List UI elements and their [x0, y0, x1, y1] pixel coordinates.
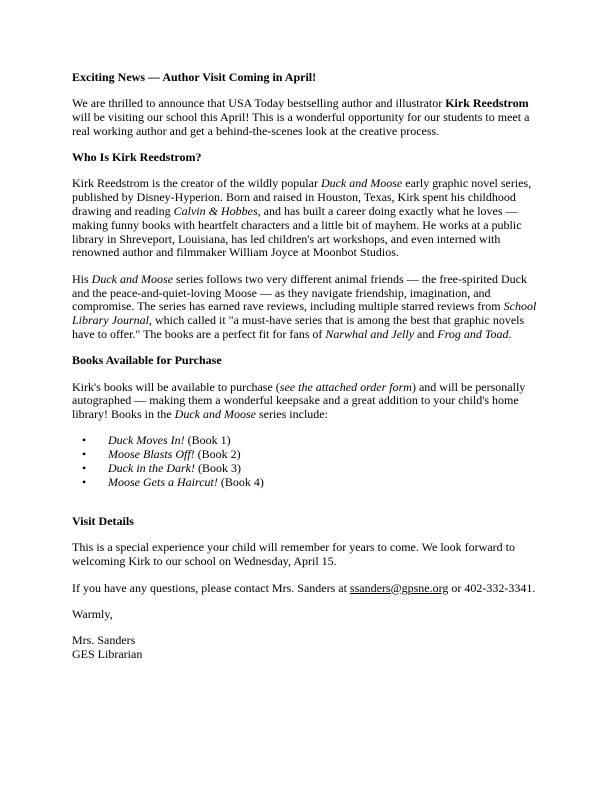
- contact-paragraph: [72, 582, 542, 596]
- book-number: (Book 4): [217, 474, 264, 489]
- letter-document: [72, 71, 542, 662]
- italic-text: Calvin & Hobbes: [173, 204, 258, 219]
- bio-paragraph: [72, 177, 542, 260]
- book-item: [72, 476, 542, 490]
- bold-text: Kirk Reedstrom: [445, 96, 529, 111]
- text-segment: We are thrilled to announce that USA Today bestselling author and illustrator: [72, 96, 446, 111]
- signature-name: Mrs. Sanders: [72, 633, 136, 648]
- books-list: [72, 434, 542, 489]
- book-item: [72, 434, 542, 448]
- books-paragraph: [72, 381, 542, 422]
- book-number: (Book 2): [194, 447, 241, 462]
- text-segment: early graphic novel series, published by Disney-Hyperion. Born and raised in Houston, Texas, Kirk spent his childhood drawing and reading: [72, 176, 532, 219]
- book-title: Moose Blasts Off!: [108, 447, 195, 462]
- book-number: (Book 1): [184, 433, 231, 448]
- text-segment: or 402-332-3341.: [448, 580, 536, 595]
- text-segment: His: [72, 271, 92, 286]
- visit-heading: Visit Details: [72, 514, 134, 529]
- italic-text: see the attached order form: [279, 379, 412, 394]
- italic-text: Frog and Toad: [437, 326, 509, 341]
- book-item: [72, 448, 542, 462]
- signature-title: GES Librarian: [72, 646, 143, 661]
- book-title: Duck in the Dark!: [108, 461, 195, 476]
- text-segment: , and has built a career doing exactly what he loves — making funny books with heartfelt characters and a little bit of mayhem. He works at a public library in Shreveport, Louisiana, has led children's art workshops, and even interned with renowned author and filmmaker William Joyce at Moonbot Studios.: [72, 204, 522, 260]
- italic-text: Duck and Moose: [91, 271, 173, 286]
- book-title: Duck Moves In!: [108, 433, 185, 448]
- text-segment: Kirk's books will be available to purchase (: [72, 379, 280, 394]
- closing: Warmly,: [72, 606, 113, 621]
- who-heading: Who Is Kirk Reedstrom?: [72, 150, 202, 165]
- italic-text: School Library Journal: [72, 299, 537, 328]
- text-segment: If you have any questions, please contact Mrs. Sanders at: [72, 580, 350, 595]
- book-title: Moose Gets a Haircut!: [108, 474, 218, 489]
- text-segment: This is a special experience your child will remember for years to come. We look forward to welcoming Kirk to our school on Wednesday, April 15.: [72, 540, 515, 569]
- text-segment: Kirk Reedstrom is the creator of the wildly popular: [72, 176, 321, 191]
- text-segment: .: [508, 326, 512, 341]
- spacer: [72, 502, 542, 515]
- text-segment: , which called it "a must-have series that is among the best that graphic novels have to offer." The books are a perfect fit for fans of: [72, 313, 525, 341]
- book-item: [72, 462, 542, 476]
- italic-text: Duck and Moose: [174, 407, 256, 422]
- title-heading: Exciting News — Author Visit Coming in April!: [72, 70, 317, 84]
- text-segment: and: [414, 326, 438, 341]
- italic-text: Duck and Moose: [320, 176, 403, 191]
- text-segment: ) and will be personally autographed — making them a wonderful keepsake and a great addition to your child's home library! Books in the: [72, 379, 526, 422]
- visit-paragraph: [72, 541, 542, 569]
- italic-text: Narwhal and Jelly: [325, 326, 415, 341]
- series-paragraph: [72, 273, 542, 342]
- intro-paragraph: [72, 97, 542, 138]
- email-link[interactable]: ssanders@gpsne.org: [349, 580, 449, 595]
- books-heading: Books Available for Purchase: [72, 353, 222, 368]
- text-segment: will be visiting our school this April! This is a wonderful opportunity for our students to meet a real working author and get a behind-the-scenes look at the creative process.: [72, 110, 530, 138]
- text-segment: series include:: [255, 407, 328, 422]
- book-number: (Book 3): [194, 461, 241, 476]
- text-segment: series follows two very different animal friends — the free-spirited Duck and the peace-and-quiet-loving Moose — as they navigate friendship, imagination, and compromise. The series has earned rave reviews, including multiple starred reviews from: [72, 271, 527, 314]
